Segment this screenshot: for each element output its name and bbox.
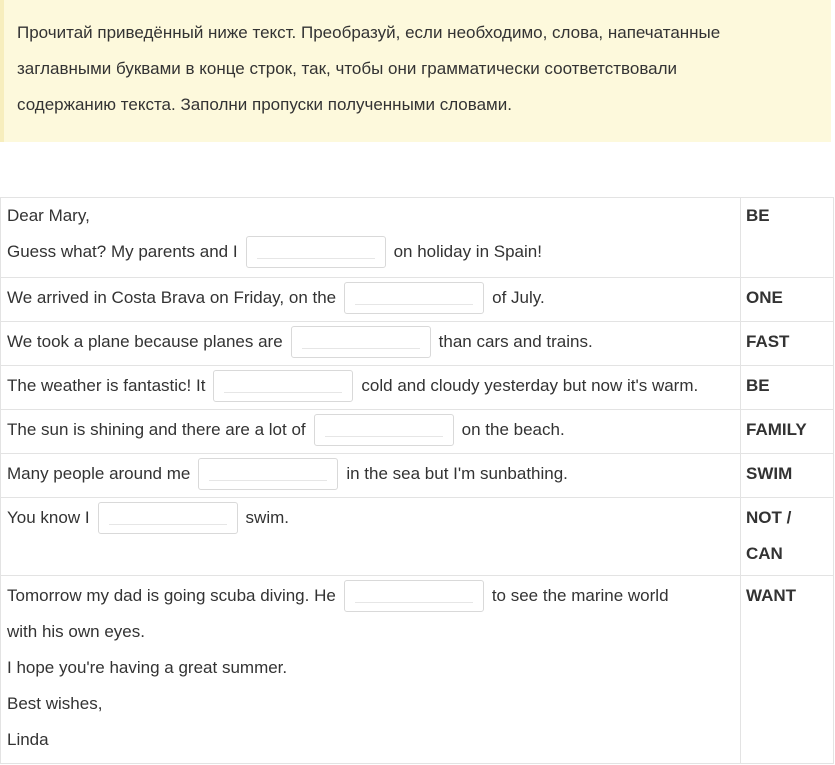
text-before: Linda — [7, 730, 49, 749]
answer-input-5[interactable] — [314, 414, 454, 446]
keyword: SWIM — [746, 464, 793, 483]
text-before: Many people around me — [7, 464, 191, 483]
text-cell — [1, 366, 741, 410]
answer-input-7[interactable] — [98, 502, 238, 534]
text-before: We arrived in Costa Brava on Friday, on the — [7, 288, 337, 307]
text-before: with his own eyes. — [7, 622, 145, 641]
table-row — [1, 322, 834, 366]
keyword: FAST — [746, 332, 790, 351]
text-before: I hope you're having a great summer. — [7, 658, 288, 677]
instruction-line: Прочитай приведённый ниже текст. Преобразуй, если необходимо, слова, напечатанные — [17, 23, 721, 42]
text-line — [1, 722, 740, 758]
text-after: in the sea but I'm sunbathing. — [346, 464, 568, 483]
text-line — [1, 366, 740, 404]
text-before: We took a plane because planes are — [7, 332, 283, 351]
table-row — [1, 278, 834, 322]
task-instructions — [0, 0, 831, 142]
exercise-table — [0, 197, 834, 764]
text-cell — [1, 576, 741, 764]
text-after: to see the marine world — [491, 586, 669, 605]
keyword-cell — [741, 498, 834, 576]
table-row — [1, 498, 834, 576]
text-line — [1, 278, 740, 316]
keyword-cell — [741, 410, 834, 454]
text-line — [1, 498, 740, 536]
text-after: on holiday in Spain! — [393, 242, 542, 261]
keyword: BE — [746, 206, 770, 225]
text-line — [1, 650, 740, 686]
table-row — [1, 410, 834, 454]
text-after: cold and cloudy yesterday but now it's warm. — [361, 376, 699, 395]
keyword-cell — [741, 366, 834, 410]
text-line — [1, 686, 740, 722]
answer-input-6[interactable] — [198, 458, 338, 490]
text-before: Dear Mary, — [7, 206, 90, 225]
text-cell — [1, 454, 741, 498]
answer-input-8[interactable] — [344, 580, 484, 612]
keyword: WANT — [746, 586, 797, 605]
keyword: NOT / — [746, 508, 792, 527]
keyword-cell — [741, 278, 834, 322]
answer-input-1[interactable] — [246, 236, 386, 268]
text-before: Best wishes, — [7, 694, 103, 713]
text-after: of July. — [492, 288, 545, 307]
keyword-cell — [741, 576, 834, 764]
answer-input-2[interactable] — [344, 282, 484, 314]
text-cell — [1, 322, 741, 366]
text-before: You know I — [7, 508, 90, 527]
text-after: on the beach. — [461, 420, 565, 439]
text-line — [1, 198, 740, 234]
text-cell — [1, 410, 741, 454]
answer-input-4[interactable] — [213, 370, 353, 402]
text-line — [1, 322, 740, 360]
text-before: Guess what? My parents and I — [7, 242, 238, 261]
keyword: ONE — [746, 288, 783, 307]
table-row — [1, 366, 834, 410]
instruction-line: содержанию текста. Заполни пропуски полученными словами. — [17, 95, 512, 114]
text-cell — [1, 198, 741, 278]
table-row — [1, 576, 834, 764]
answer-input-3[interactable] — [291, 326, 431, 358]
keyword: BE — [746, 376, 770, 395]
keyword-cell — [741, 322, 834, 366]
text-line — [1, 576, 740, 614]
text-after: swim. — [245, 508, 289, 527]
table-row — [1, 454, 834, 498]
text-line — [1, 614, 740, 650]
text-line — [1, 410, 740, 448]
text-before: The weather is fantastic! It — [7, 376, 206, 395]
instruction-line: заглавными буквами в конце строк, так, чтобы они грамматически соответствовали — [17, 59, 678, 78]
text-before: Tomorrow my dad is going scuba diving. He — [7, 586, 336, 605]
keyword: FAMILY — [746, 420, 807, 439]
keyword-cell — [741, 198, 834, 278]
keyword-cell — [741, 454, 834, 498]
text-cell — [1, 278, 741, 322]
text-cell — [1, 498, 741, 576]
text-after: than cars and trains. — [438, 332, 593, 351]
text-line — [1, 234, 740, 270]
table-row — [1, 198, 834, 278]
keyword: CAN — [746, 544, 783, 563]
text-before: The sun is shining and there are a lot of — [7, 420, 306, 439]
text-line — [1, 454, 740, 492]
